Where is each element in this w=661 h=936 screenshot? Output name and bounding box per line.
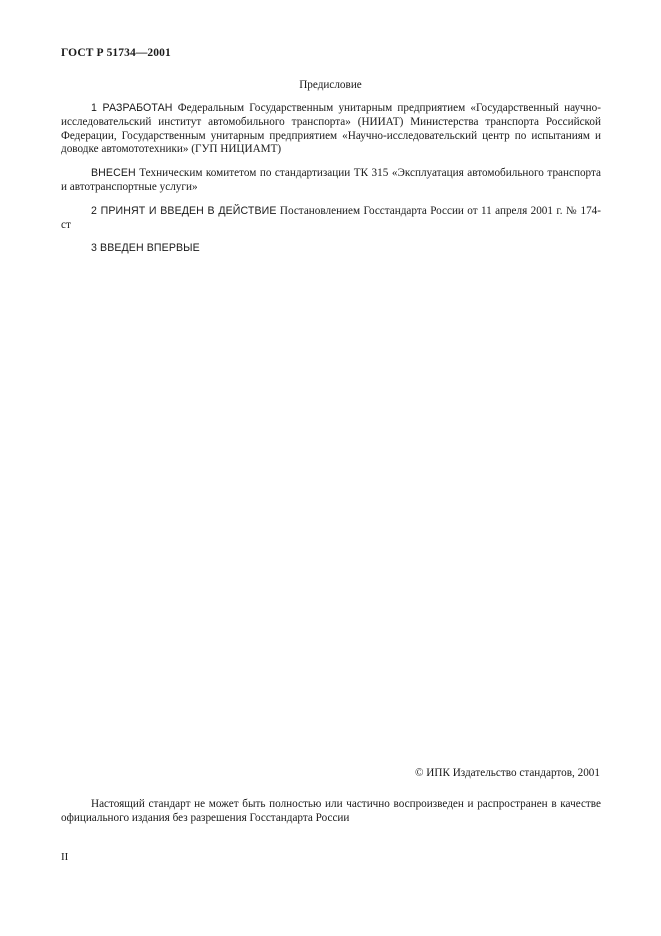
page-number: II xyxy=(61,851,69,863)
paragraph-lead: 1 РАЗРАБОТАН xyxy=(91,102,173,114)
paragraph-text: Техническим комитетом по стандартизации ТК 315 «Эксплуатация автомобильного транспорта и автотранспортные услуги» xyxy=(61,167,601,193)
paragraph-lead: 2 ПРИНЯТ И ВВЕДЕН В ДЕЙСТВИЕ xyxy=(91,204,277,217)
paragraph-introduced xyxy=(61,167,601,195)
paragraph-adopted xyxy=(61,205,601,233)
paragraph-lead: 3 ВВЕДЕН ВПЕРВЫЕ xyxy=(91,242,200,255)
preface-title: Предисловие xyxy=(299,79,362,91)
preface-content xyxy=(61,102,601,266)
paragraph-text: Постановлением Госстандарта России от 11 апреля 2001 г. № 174-ст xyxy=(61,204,601,231)
paragraph-first-introduced xyxy=(61,242,601,256)
copyright-line: © ИПК Издательство стандартов, 2001 xyxy=(414,767,600,779)
paragraph-lead: ВНЕСЕН xyxy=(91,167,136,180)
reproduction-notice: Настоящий стандарт не может быть полностью или частично воспроизведен и распространен в качестве официального издания без разрешения Госстандарта России xyxy=(61,798,601,824)
paragraph-text: Федеральным Государственным унитарным предприятием «Государственный научно-исследовательский институт автомобильного транспорта» (НИИАТ) Министерства транспорта Российской Федерации, Государственным унитарным предприятием «Научно-исследовательский центр по испытаниям и доводке автомототехники» (ГУП НИЦИАМТ) xyxy=(61,102,601,156)
paragraph-developed xyxy=(61,102,601,157)
standard-code: ГОСТ Р 51734—2001 xyxy=(61,47,171,59)
